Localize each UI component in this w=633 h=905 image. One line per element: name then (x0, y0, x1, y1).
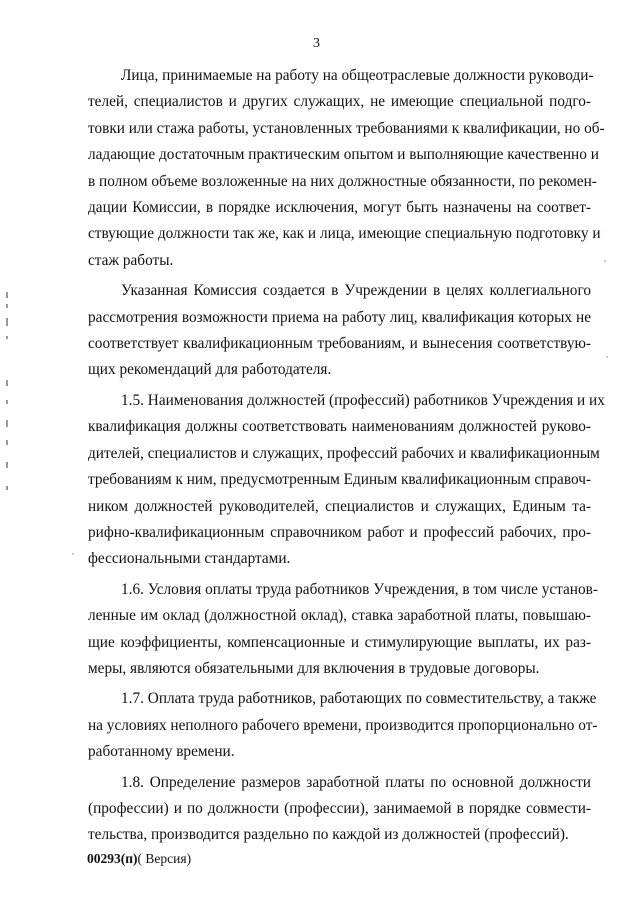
scan-artifact (6, 304, 8, 308)
text-line: требованиям к ним, предусмотренным Единым квалификационным справоч- (88, 471, 591, 489)
document-body (88, 63, 605, 853)
document-version: ( Версия) (137, 851, 192, 866)
text-line: щих рекомендаций для работодателя. (88, 361, 332, 379)
text-line: 1.6. Условия оплаты труда работников Учреждения, в том числе установ- (121, 580, 598, 598)
text-line: на условиях неполного рабочего времени, производится пропорционально от- (88, 716, 598, 734)
scan-speck (606, 356, 608, 358)
text-line: соответствует квалификационным требованиям, и вынесения соответствую- (88, 335, 591, 353)
text-line: дителей, специалистов и служащих, профессий рабочих и квалификационным (88, 444, 600, 462)
text-line: фессиональными стандартами. (88, 550, 291, 568)
paragraph (88, 388, 605, 573)
paragraph (88, 770, 591, 849)
text-line: квалификация должны соответствовать наименованиям должностей руково- (88, 418, 591, 436)
scan-artifact (6, 400, 8, 404)
text-line: ладающие достаточным практическим опытом и выполняющие качественно и (88, 146, 599, 164)
text-line: ленные им оклад (должностной оклад), ставка заработной платы, повышаю- (88, 607, 591, 625)
scan-speck (604, 260, 606, 262)
text-line: меры, являются обязательными для включения в трудовые договоры. (88, 659, 540, 677)
scan-artifact (6, 486, 8, 490)
text-line: щие коэффициенты, компенсационные и стимулирующие выплаты, их раз- (88, 633, 591, 651)
scan-artifact (6, 420, 8, 427)
text-line: работанному времени. (88, 743, 235, 761)
text-line: 1.5. Наименования должностей (профессий) работников Учреждения и их (121, 391, 605, 409)
page-number: 3 (313, 36, 320, 51)
paragraph (88, 63, 605, 274)
paragraph (88, 278, 591, 384)
scan-artifact (6, 440, 8, 445)
paragraph (88, 577, 598, 683)
document-code: 00293(п) (87, 851, 138, 866)
text-line: 1.7. Оплата труда работников, работающих по совместительству, а также (121, 690, 597, 708)
scan-speck (72, 553, 74, 555)
paragraph (88, 686, 598, 765)
scan-artifact (6, 292, 8, 298)
text-line: тельства, производится раздельно по каждой из должностей (профессий). (88, 826, 569, 844)
scan-artifact (6, 318, 8, 326)
text-line: стаж работы. (88, 251, 174, 269)
text-line: (профессии) и по должности (профессии), занимаемой в порядке совмести- (88, 799, 591, 817)
text-line: рассмотрения возможности приема на работу лиц, квалификация которых не (88, 308, 591, 326)
text-line: ником должностей руководителей, специалистов и служащих, Единым та- (88, 497, 591, 515)
text-line: 1.8. Определение размеров заработной платы по основной должности (121, 773, 591, 791)
text-line: ствующие должности так же, как и лица, имеющие специальную подготовку и (88, 225, 601, 243)
text-line: рифно-квалификационным справочником работ и профессий рабочих, про- (88, 523, 591, 541)
text-line: товки или стажа работы, установленных требованиями к квалификации, но об- (88, 119, 605, 137)
text-line: Указанная Комиссия создается в Учреждении в целях коллегиального (121, 282, 591, 300)
text-line: дации Комиссии, в порядке исключения, могут быть назначены на соответ- (88, 199, 591, 217)
text-line: в полном объеме возложенные на них должностные обязанности, по рекомен- (88, 172, 597, 190)
text-line: Лица, принимаемые на работу на общеотраслевые должности руководи- (121, 67, 594, 84)
scan-artifact (6, 380, 8, 386)
document-footer (87, 851, 191, 867)
text-line: телей, специалистов и других служащих, не имеющие специальной подго- (88, 93, 591, 111)
scan-artifact (6, 462, 8, 468)
scan-artifact (6, 336, 8, 339)
